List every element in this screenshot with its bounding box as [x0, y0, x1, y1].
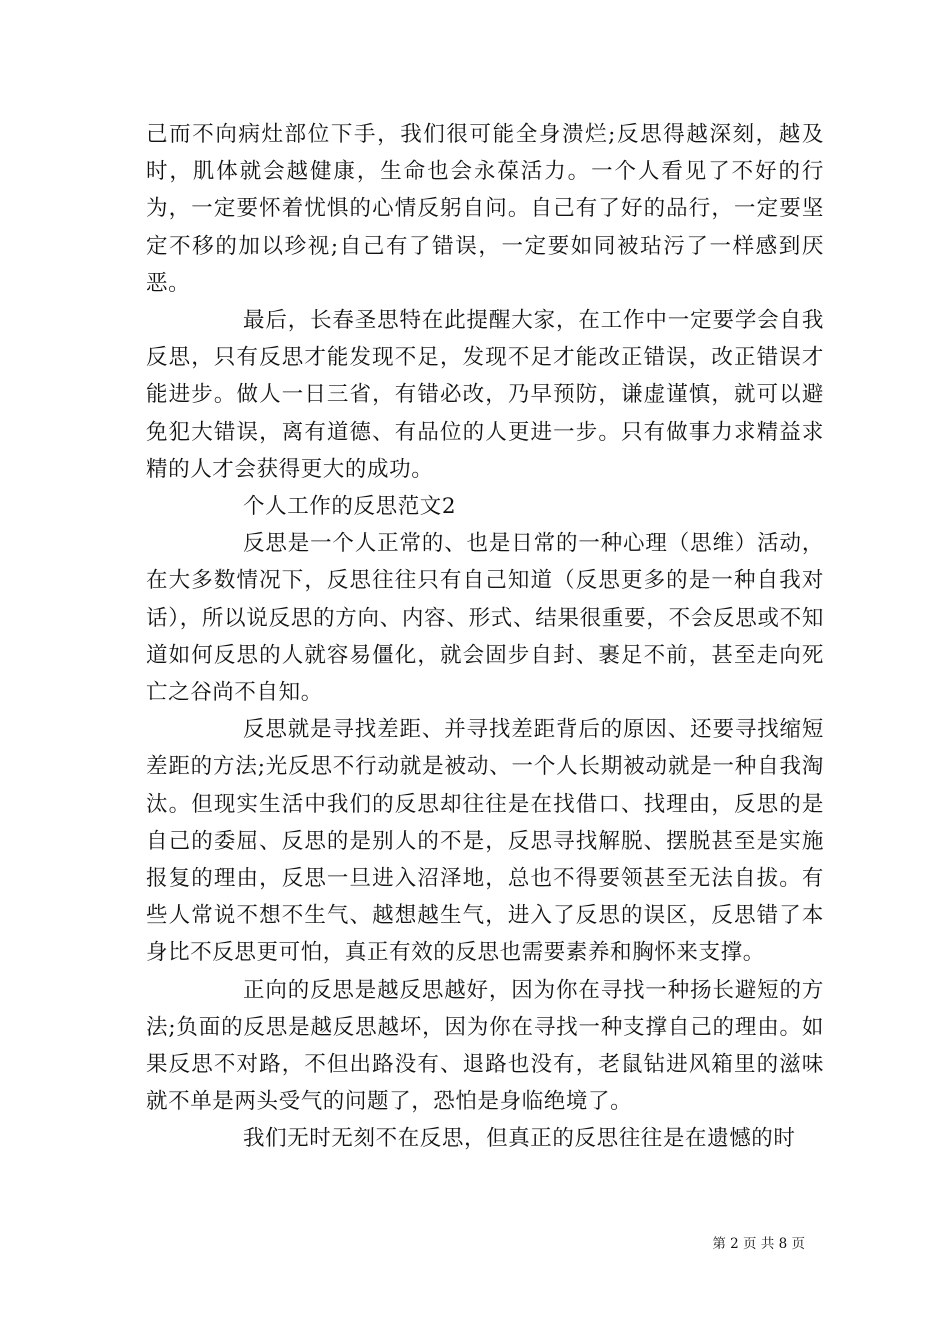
paragraph-conclusion: 最后，长春圣思特在此提醒大家，在工作中一定要学会自我反思，只有反思才能发现不足，发现不足才能改正错误，改正错误才能进步。做人一日三省，有错必改，乃早预防，谦虚谨慎，就可以避免犯大错误，离有道德、有品位的人更进一步。只有做事力求精益求精的人才会获得更大的成功。 [146, 308, 824, 482]
section-heading: 个人工作的反思范文2 [243, 494, 457, 520]
paragraph: 反思就是寻找差距、并寻找差距背后的原因、还要寻找缩短差距的方法;光反思不行动就是被动、一个人长期被动就是一种自我淘汰。但现实生活中我们的反思却往往是在找借口、找理由，反思的是自己的委屈、反思的是别人的不是，反思寻找解脱、摆脱甚至是实施报复的理由，反思一旦进入沼泽地，总也不得要领甚至无法自拔。有些人常说不想不生气、越想越生气，进入了反思的误区，反思错了本身比不反思更可怕，真正有效的反思也需要素养和胸怀来支撑。 [146, 717, 824, 966]
document-body [146, 116, 824, 1158]
paragraph: 我们无时无刻不在反思，但真正的反思往往是在遗憾的时 [243, 1126, 796, 1152]
paragraph-continued: 己而不向病灶部位下手，我们很可能全身溃烂;反思得越深刻，越及时，肌体就会越健康，生命也会永葆活力。一个人看见了不好的行为，一定要怀着忧惧的心情反躬自问。自己有了好的品行，一定要坚定不移的加以珍视;自己有了错误，一定要如同被玷污了一样感到厌恶。 [146, 122, 824, 296]
paragraph: 反思是一个人正常的、也是日常的一种心理（思维）活动，在大多数情况下，反思往往只有自己知道（反思更多的是一种自我对话），所以说反思的方向、内容、形式、结果很重要，不会反思或不知道如何反思的人就容易僵化，就会固步自封、裹足不前，甚至走向死亡之谷尚不自知。 [146, 531, 824, 706]
page-number: 第 2 页 共 8 页 [712, 1236, 805, 1252]
paragraph: 正向的反思是越反思越好，因为你在寻找一种扬长避短的方法;负面的反思是越反思越坏，因为你在寻找一种支撑自己的理由。如果反思不对路，不但出路没有、退路也没有，老鼠钻进风箱里的滋味就不单是两头受气的问题了，恐怕是身临绝境了。 [146, 977, 824, 1115]
